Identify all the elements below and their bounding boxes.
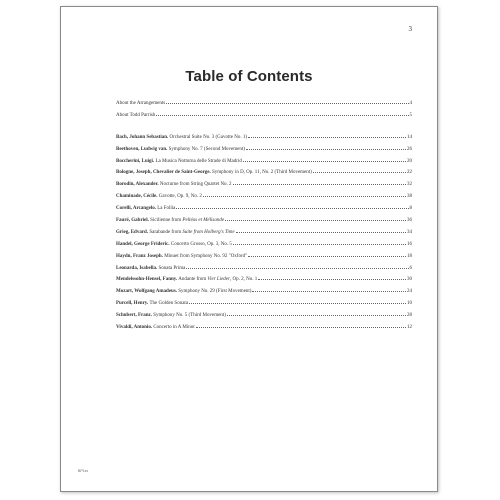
- toc-entry: [116, 242, 412, 254]
- toc-entry-text: [116, 147, 245, 152]
- toc-entry-text: [116, 313, 226, 318]
- toc-entry-text: [116, 194, 202, 199]
- toc-entry-page: 20: [407, 158, 412, 164]
- toc-entry-text: About the Arrangements: [116, 101, 166, 106]
- toc-entry-text: About Todd Parrish: [116, 112, 156, 118]
- work-title: La Musica Notturna delle Strade di Madrid: [155, 158, 242, 164]
- toc-entry-page: 6: [409, 265, 412, 271]
- composer-name: Mendelssohn-Hensel, Fanny.: [116, 277, 178, 283]
- composer-name: Purcell, Henry.: [116, 301, 149, 307]
- toc-entry-page: 8: [409, 206, 412, 212]
- dot-leader: [252, 290, 406, 292]
- toc-entry-text: [116, 206, 175, 211]
- dot-leader: [196, 326, 406, 328]
- composer-name: Vivaldi, Antonio.: [116, 325, 153, 331]
- toc-entry-page: 36: [407, 218, 412, 224]
- work-title: Sonata Prima: [158, 265, 186, 271]
- composer-name: Schubert, Franz.: [116, 313, 152, 319]
- work-title: The Golden Sonata: [149, 301, 189, 307]
- toc-entry-text: [116, 135, 247, 140]
- toc-entry-page: 32: [407, 182, 412, 188]
- toc-entry-page: 5: [409, 112, 412, 118]
- toc-entry: [116, 277, 412, 289]
- toc-entry-page: 30: [407, 277, 412, 283]
- toc-entry-page: 26: [407, 146, 412, 152]
- toc-entry-page: 34: [407, 229, 412, 235]
- work-title-suffix: , Op. 2, No. 1: [229, 277, 258, 283]
- work-title: La Follia: [157, 206, 176, 212]
- toc-entry-page: 12: [407, 325, 412, 331]
- toc-entry-text: [116, 289, 251, 294]
- toc-entry-page: 22: [407, 170, 412, 176]
- dot-leader: [313, 171, 406, 173]
- toc-entry-text: [116, 159, 242, 164]
- composer-name: Beethoven, Ludwig van.: [116, 146, 168, 152]
- toc-entry-text: [116, 277, 257, 282]
- composer-name: Mozart, Wolfgang Amadeus.: [116, 289, 178, 295]
- work-title: Nocturne from String Quartet No. 2: [159, 182, 232, 188]
- toc-entry-page: 16: [407, 241, 412, 247]
- toc-entry-page: 14: [407, 134, 412, 140]
- work-title: Gavotte, Op. 9, No. 2: [158, 194, 202, 200]
- toc-entry-page: 10: [407, 301, 412, 307]
- composer-name: Fauré, Gabriel.: [116, 218, 149, 224]
- work-title: Symphony No. 29 (First Movement): [178, 289, 252, 295]
- toc-entry-text: [116, 230, 235, 235]
- page-title: Table of Contents: [185, 68, 313, 85]
- toc-entry-page: 18: [407, 253, 412, 259]
- dot-leader: [166, 102, 408, 104]
- table-of-contents: [116, 101, 412, 337]
- dot-leader: [189, 302, 406, 304]
- work-title: Symphony No. 7 (Second Movement): [168, 146, 245, 152]
- dot-leader: [186, 267, 408, 269]
- composer-name: Bologne, Joseph, Chevalier de Saint-George.: [116, 170, 211, 176]
- toc-entry-text: [116, 301, 188, 306]
- toc-entry: [116, 218, 412, 230]
- toc-entry: [116, 101, 412, 113]
- section-spacer: [116, 125, 412, 135]
- dot-leader: [243, 160, 406, 162]
- toc-entry-page: 4: [409, 101, 412, 106]
- toc-entry: [116, 254, 412, 266]
- toc-entry-text: [116, 218, 224, 223]
- toc-entry-text: [116, 254, 247, 259]
- composer-name: Boccherini, Luigi.: [116, 158, 155, 164]
- toc-entry: [116, 313, 412, 325]
- dot-leader: [233, 183, 406, 185]
- work-title: Concerto Grosso, Op. 3, No. 5: [170, 241, 232, 247]
- work-title-italic: Vier Lieder: [207, 277, 230, 283]
- composer-name: Chaminade, Cécile.: [116, 194, 158, 200]
- intro-list: [116, 101, 412, 125]
- toc-entry: [116, 266, 412, 278]
- toc-entry-page: 38: [407, 194, 412, 200]
- composer-name: Handel, George Frideric.: [116, 241, 170, 247]
- toc-entry: [116, 182, 412, 194]
- dot-leader: [203, 195, 406, 197]
- toc-entry: [116, 135, 412, 147]
- work-title-italic: Pelléas et Mélisande: [182, 218, 225, 224]
- work-title: Sicilienne from: [150, 218, 183, 224]
- dot-leader: [233, 243, 406, 245]
- work-title: Symphony No. 5 (Third Movement): [153, 313, 226, 319]
- toc-entry-text: [116, 182, 232, 187]
- work-title: Andante from: [178, 277, 208, 283]
- work-title: Symphony in D, Op. 11, No. 2 (Third Movement): [212, 170, 312, 176]
- toc-entry: [116, 159, 412, 171]
- work-title: Orchestral Suite No. 3 (Gavotte No. 1): [169, 134, 247, 140]
- work-title: Sarabande from: [149, 229, 183, 235]
- toc-entry: [116, 206, 412, 218]
- footer-code: BP1xx: [78, 469, 89, 473]
- dot-leader: [236, 231, 406, 233]
- dot-leader: [248, 255, 406, 257]
- toc-entry-text: [116, 325, 195, 330]
- composer-name: Bach, Johann Sebastian.: [116, 134, 169, 140]
- toc-entry: [116, 230, 412, 242]
- composer-name: Haydn, Franz Joseph.: [116, 253, 163, 259]
- composer-name: Leonarda, Isabella.: [116, 265, 158, 271]
- toc-entry: [116, 113, 412, 125]
- toc-entry-text: [116, 242, 232, 247]
- toc-entry: [116, 289, 412, 301]
- work-title-italic: Suite from Holberg's Time: [182, 229, 235, 235]
- entry-list: [116, 135, 412, 337]
- toc-entry-page: 24: [407, 289, 412, 295]
- toc-entry: [116, 147, 412, 159]
- page-number: 3: [408, 25, 412, 33]
- dot-leader: [225, 219, 406, 221]
- toc-entry: [116, 194, 412, 206]
- toc-entry: [116, 325, 412, 337]
- toc-entry: [116, 170, 412, 182]
- composer-name: Borodin, Alexander.: [116, 182, 159, 188]
- work-title: Concerto in A Minor: [153, 325, 195, 331]
- toc-entry-text: [116, 170, 312, 175]
- composer-name: Corelli, Arcangelo.: [116, 206, 156, 212]
- dot-leader: [246, 148, 406, 150]
- dot-leader: [258, 278, 406, 280]
- dot-leader: [176, 207, 408, 209]
- dot-leader: [156, 114, 408, 116]
- work-title: Minuet from Symphony No. 92 "Oxford": [164, 253, 248, 259]
- toc-entry-text: [116, 266, 185, 271]
- document-page: [60, 6, 438, 492]
- toc-entry: [116, 301, 412, 313]
- dot-leader: [227, 314, 406, 316]
- composer-name: Grieg, Edvard.: [116, 229, 149, 235]
- toc-entry-page: 28: [407, 313, 412, 319]
- dot-leader: [248, 136, 406, 138]
